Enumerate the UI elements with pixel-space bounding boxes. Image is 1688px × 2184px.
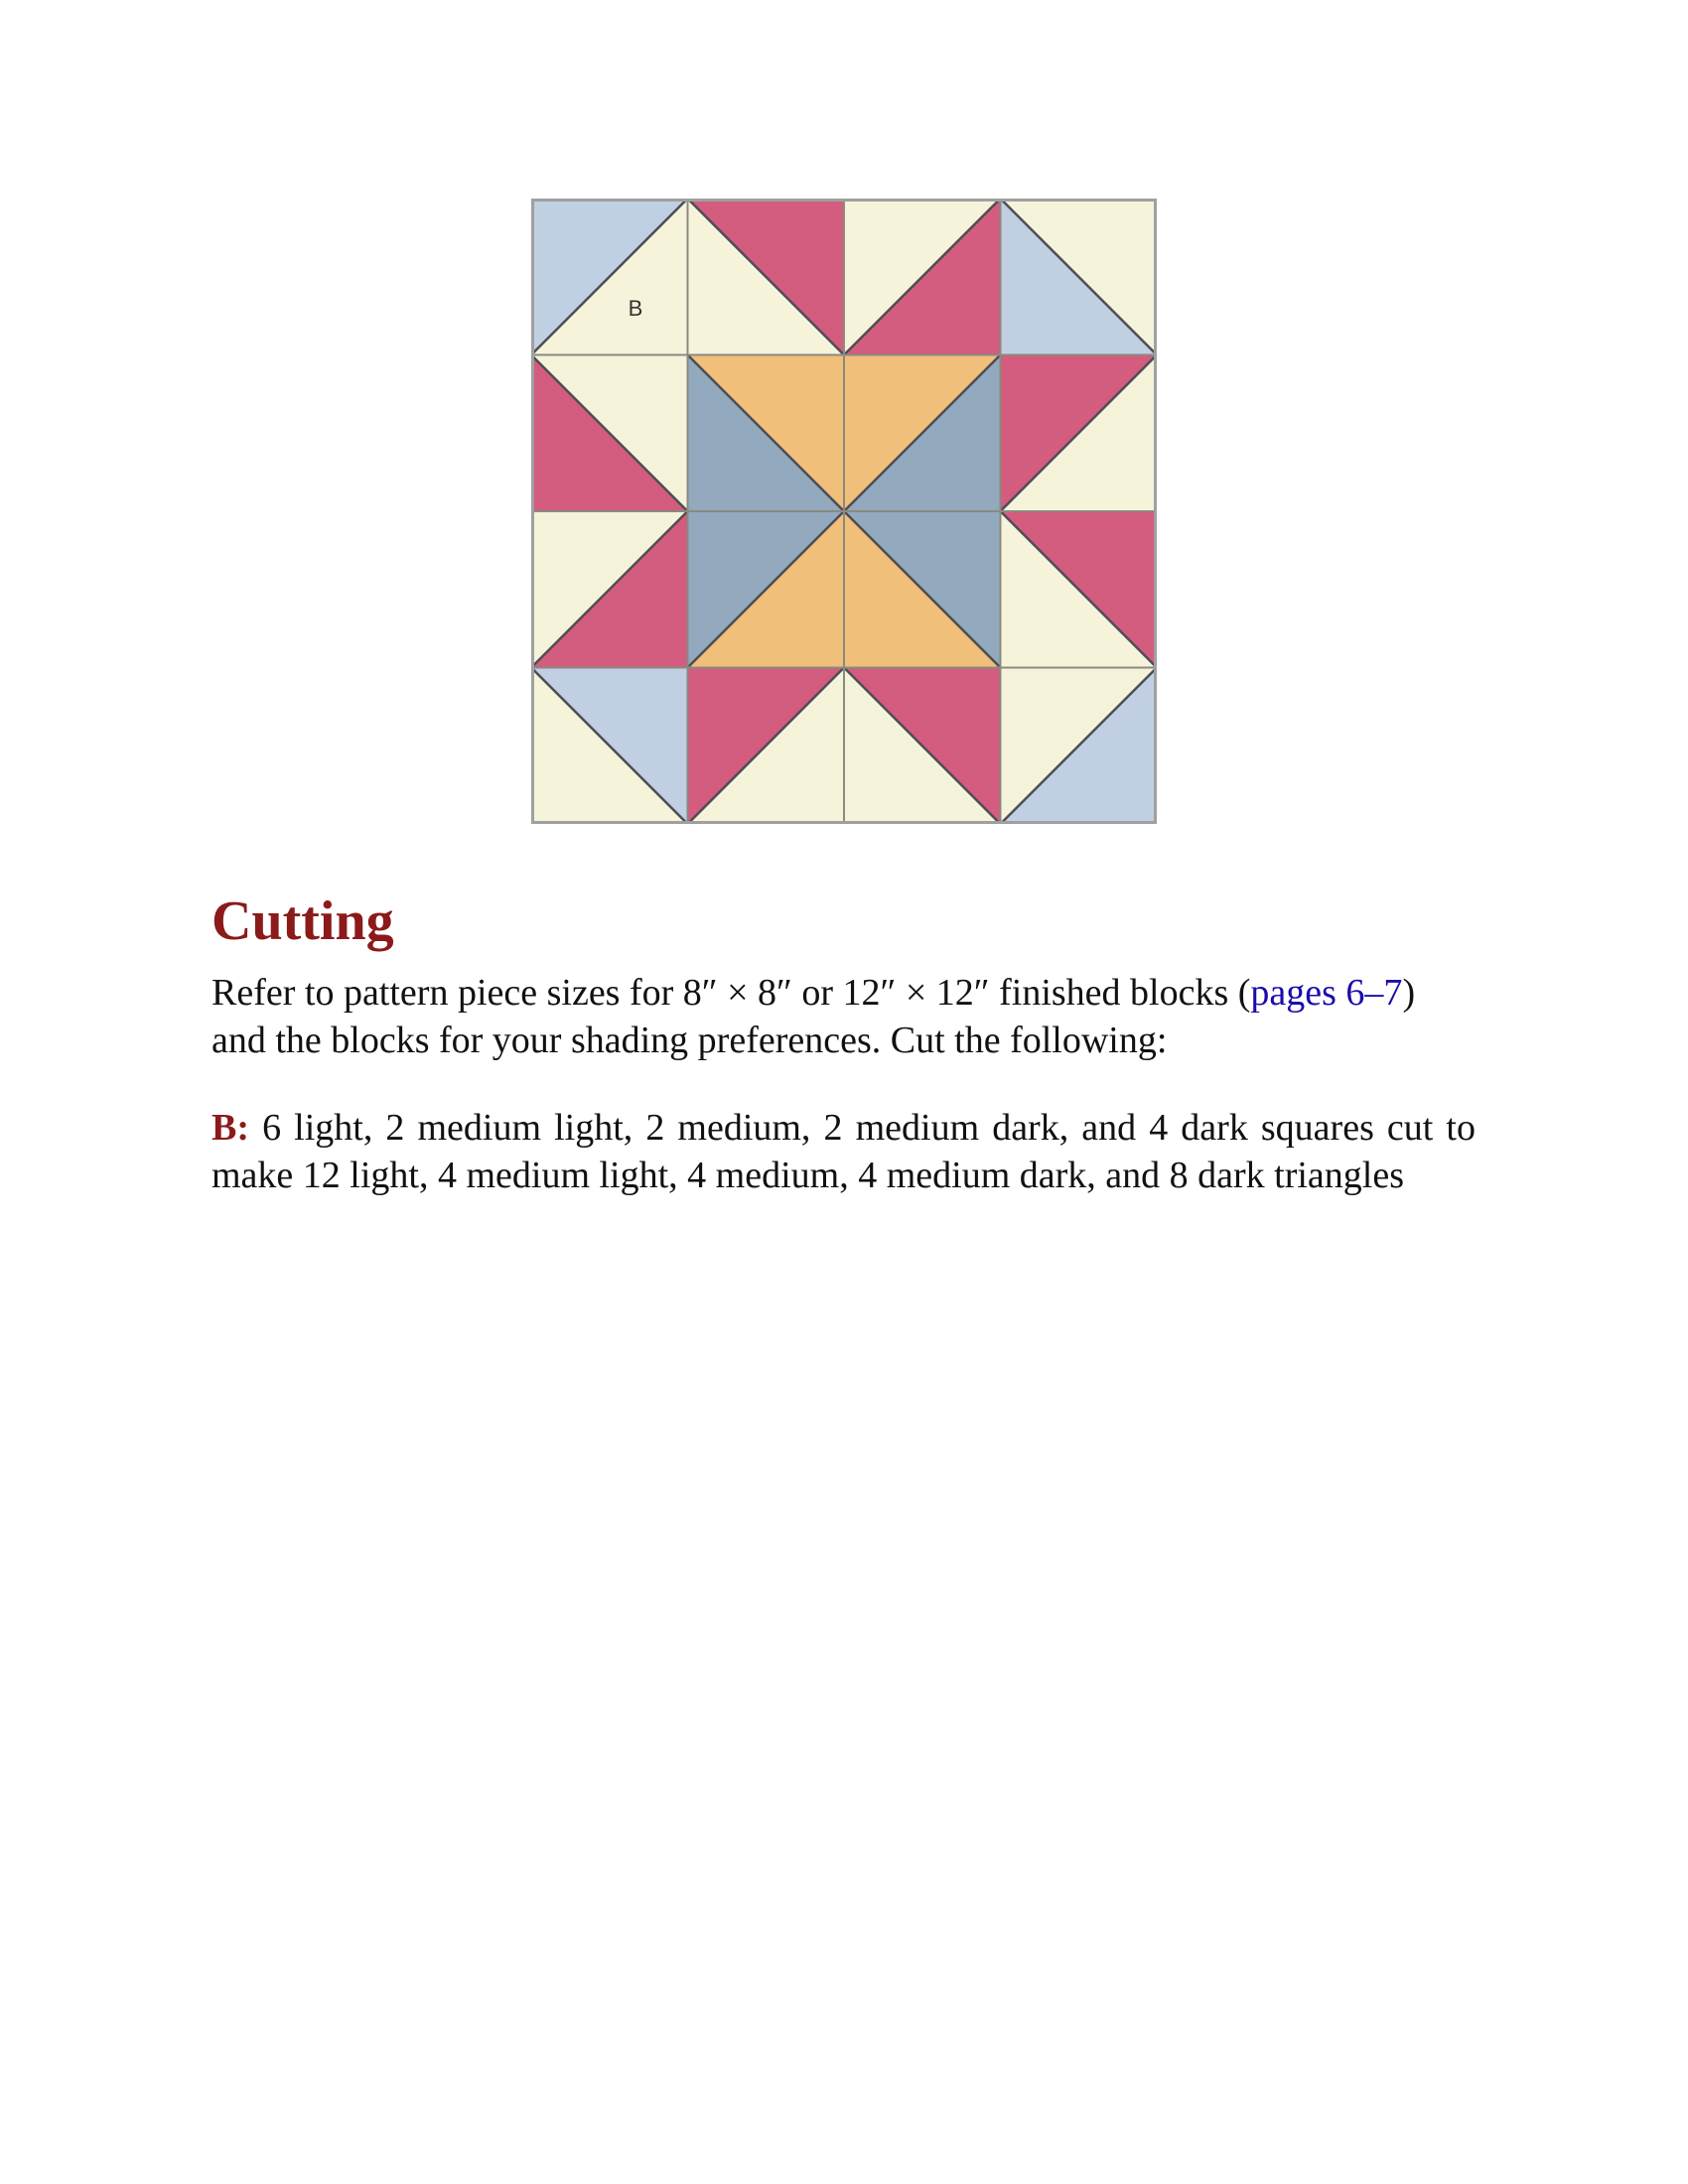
intro-text-after: ) and the blocks for your shading preferences. Cut the following: <box>211 972 1416 1061</box>
section-heading-cutting: Cutting <box>211 890 394 952</box>
piece-label-b: B <box>628 296 643 321</box>
pages-link[interactable]: pages 6–7 <box>1250 972 1403 1014</box>
quilt-cells <box>531 199 1157 824</box>
cut-list-b <box>211 1104 1476 1199</box>
intro-paragraph <box>211 969 1476 1064</box>
quilt-block-diagram <box>531 199 1157 824</box>
cut-list-text: 6 light, 2 medium light, 2 medium, 2 medium dark, and 4 dark squares cut to make 12 light, 4 medium light, 4 medium, 4 medium dark, and 8 dark triangles <box>211 1107 1476 1196</box>
intro-text-before: Refer to pattern piece sizes for 8″ × 8″ or 12″ × 12″ finished blocks ( <box>211 972 1251 1014</box>
cut-list-label-b: B: <box>211 1107 249 1149</box>
